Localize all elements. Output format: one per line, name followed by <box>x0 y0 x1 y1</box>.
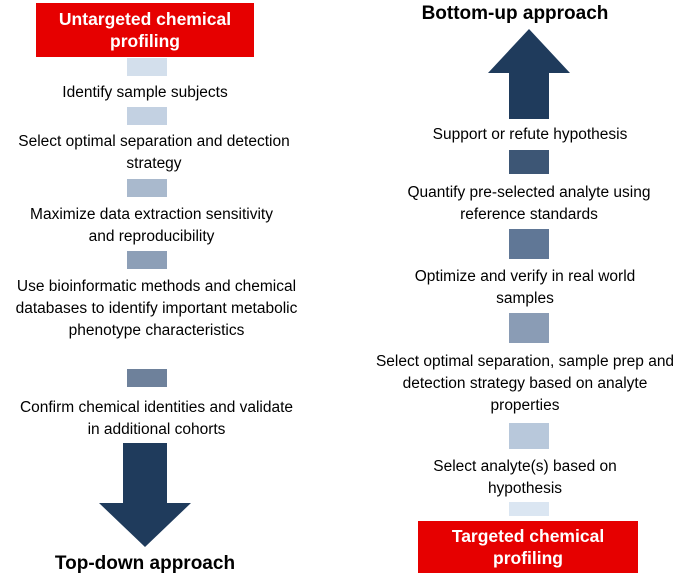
right-step-5: Select analyte(s) based on hypothesis <box>433 458 617 497</box>
left-step-1: Identify sample subjects <box>62 84 228 101</box>
right-step-2: Quantify pre-selected analyte using reference standards <box>407 184 651 223</box>
untargeted-profiling-box <box>36 3 254 57</box>
right-step-3: Optimize and verify in real world samples <box>414 268 636 307</box>
right-step-1: Support or refute hypothesis <box>432 126 628 143</box>
connector <box>127 107 167 125</box>
targeted-profiling-box <box>418 521 638 573</box>
connector <box>509 150 549 174</box>
targeted-profiling-label: Targeted chemical profiling <box>451 526 605 568</box>
connector <box>127 179 167 197</box>
right-step-4: Select optimal separation, sample prep and detection strategy based on analyte properties <box>375 353 675 414</box>
connector <box>509 229 549 259</box>
connector <box>127 58 167 76</box>
left-step-4: Use bioinformatic methods and chemical databases to identify important metabolic phenotype characteristics <box>15 278 298 339</box>
left-step-3: Maximize data extraction sensitivity and reproducibility <box>30 206 273 245</box>
down-arrow-icon <box>95 443 195 548</box>
connector <box>127 251 167 269</box>
top-down-title: Top-down approach <box>54 553 236 574</box>
left-step-5: Confirm chemical identities and validate in additional cohorts <box>19 399 294 438</box>
connector <box>509 313 549 343</box>
up-arrow-icon <box>486 29 572 119</box>
bottom-up-title: Bottom-up approach <box>421 3 609 24</box>
left-step-2: Select optimal separation and detection strategy <box>18 133 290 172</box>
untargeted-profiling-label: Untargeted chemical profiling <box>58 9 232 51</box>
connector <box>127 369 167 387</box>
connector <box>509 502 549 516</box>
connector <box>509 423 549 449</box>
